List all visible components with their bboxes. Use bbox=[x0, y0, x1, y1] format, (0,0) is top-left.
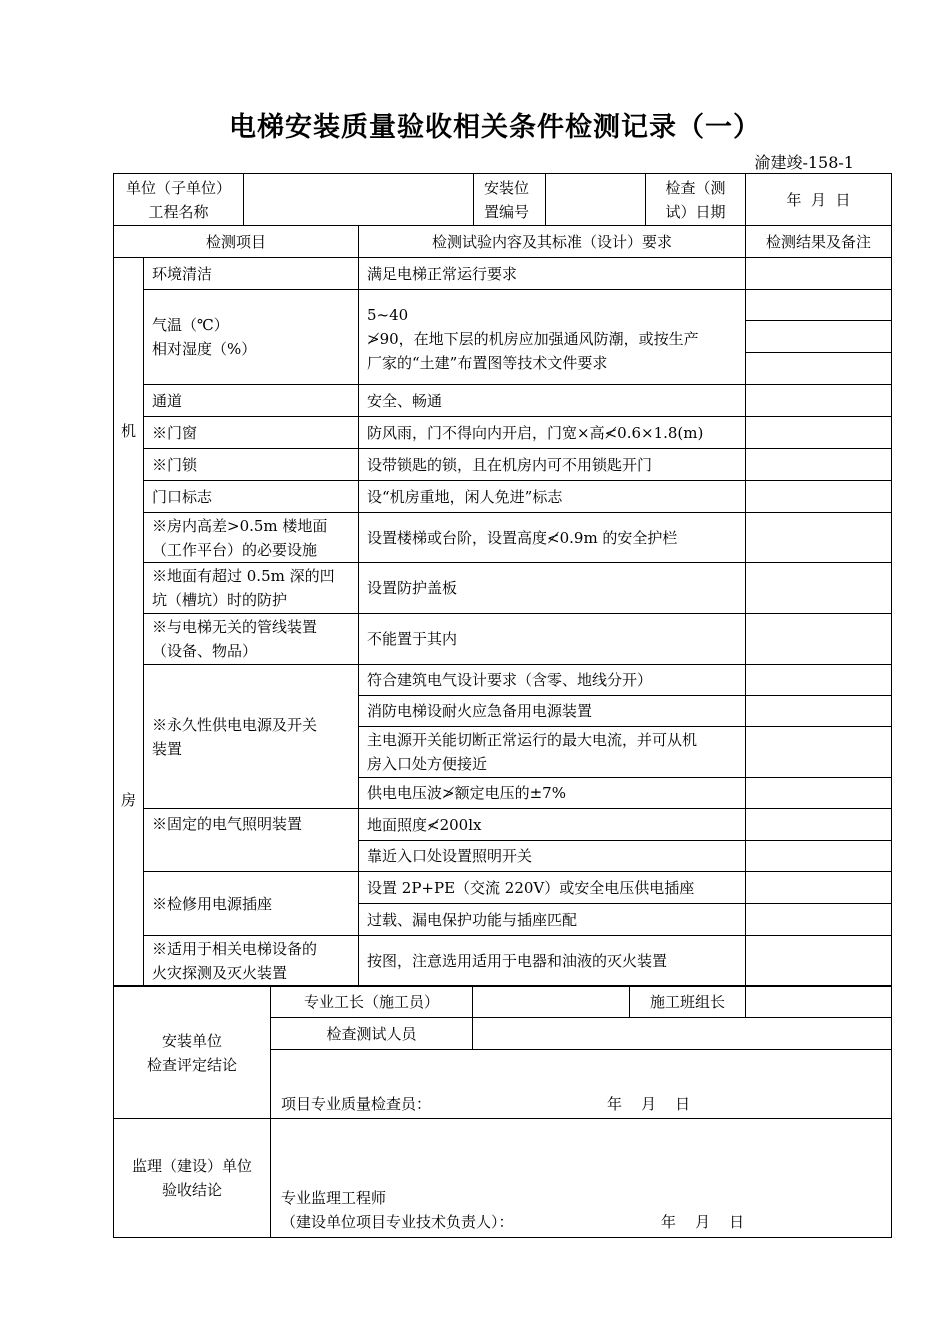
result-cell[interactable] bbox=[746, 936, 892, 986]
table-row bbox=[114, 449, 892, 481]
result-cell[interactable] bbox=[746, 841, 892, 872]
engineer-label-2: （建设单位项目专业技术负责人）： bbox=[281, 1213, 514, 1231]
result-cell[interactable] bbox=[746, 449, 892, 481]
result-cell[interactable] bbox=[746, 696, 892, 727]
column-header-row bbox=[114, 226, 892, 258]
result-cell[interactable] bbox=[746, 481, 892, 513]
signature-table bbox=[113, 986, 892, 1238]
req-height: 设置楼梯或台阶，设置高度≮0.9m 的安全护栏 bbox=[359, 513, 746, 563]
result-cell[interactable] bbox=[746, 665, 892, 696]
result-cell[interactable] bbox=[746, 417, 892, 449]
item-fire: ※适用于相关电梯设备的 火灾探测及灭火装置 bbox=[144, 936, 359, 986]
result-cell[interactable] bbox=[746, 614, 892, 665]
table-row bbox=[114, 614, 892, 665]
table-row bbox=[114, 481, 892, 513]
item-height: ※房内高差>0.5m 楼地面 （工作平台）的必要设施 bbox=[144, 513, 359, 563]
result-cell[interactable] bbox=[746, 563, 892, 614]
page-title: 电梯安装质量验收相关条件检测记录（一） bbox=[229, 112, 761, 143]
check-date-value[interactable]: 年 月 日 bbox=[746, 174, 892, 226]
foreman-signature[interactable] bbox=[473, 987, 630, 1018]
check-date-label: 检查（测 试）日期 bbox=[646, 174, 746, 226]
item-sign: 门口标志 bbox=[144, 481, 359, 513]
install-position-value[interactable] bbox=[546, 174, 646, 226]
foreman-label: 专业工长（施工员） bbox=[271, 987, 473, 1018]
item-door: ※门窗 bbox=[144, 417, 359, 449]
result-cell[interactable] bbox=[746, 258, 892, 290]
column-header-content: 检测试验内容及其标准（设计）要求 bbox=[359, 226, 746, 258]
table-row bbox=[114, 809, 892, 841]
req-power-b: 消防电梯设耐火应急备用电源装置 bbox=[359, 696, 746, 727]
tester-label: 检查测试人员 bbox=[271, 1018, 473, 1050]
req-socket-a: 设置 2P+PE（交流 220V）或安全电压供电插座 bbox=[359, 872, 746, 904]
team-leader-signature[interactable] bbox=[746, 987, 892, 1018]
install-position-label: 安装位 置编号 bbox=[474, 174, 546, 226]
inspector-date: 年 月 日 bbox=[607, 1095, 691, 1113]
item-passage: 通道 bbox=[144, 385, 359, 417]
table-row bbox=[114, 258, 892, 290]
supervisor-label: 监理（建设）单位 验收结论 bbox=[114, 1119, 271, 1238]
column-header-item: 检测项目 bbox=[114, 226, 359, 258]
req-pit: 设置防护盖板 bbox=[359, 563, 746, 614]
table-row bbox=[114, 513, 892, 563]
req-lighting-b: 靠近入口处设置照明开关 bbox=[359, 841, 746, 872]
req-temp: 5~40 ≯90，在地下层的机房应加强通风防潮，或按生产 厂家的“土建”布置图等技术文件要求 bbox=[359, 290, 746, 385]
supervisor-cell[interactable] bbox=[271, 1119, 892, 1238]
table-row bbox=[114, 872, 892, 904]
tester-signature[interactable] bbox=[473, 1018, 892, 1050]
column-header-result: 检测结果及备注 bbox=[746, 226, 892, 258]
result-cell[interactable] bbox=[746, 904, 892, 936]
item-pit: ※地面有超过 0.5m 深的凹 坑（槽坑）时的防护 bbox=[144, 563, 359, 614]
install-unit-label: 安装单位 检查评定结论 bbox=[114, 987, 271, 1119]
item-pipes: ※与电梯无关的管线装置 （设备、物品） bbox=[144, 614, 359, 665]
req-passage: 安全、畅通 bbox=[359, 385, 746, 417]
req-power-d: 供电电压波≯额定电压的±7% bbox=[359, 778, 746, 809]
result-cell[interactable] bbox=[746, 872, 892, 904]
machine-room-label: 机 房 bbox=[114, 258, 144, 986]
document-code: 渝建竣-158-1 bbox=[754, 153, 854, 172]
table-row bbox=[114, 936, 892, 986]
engineer-label: 专业监理工程师 bbox=[281, 1189, 387, 1207]
item-lighting: ※固定的电气照明装置 bbox=[144, 809, 359, 872]
result-cell[interactable] bbox=[746, 778, 892, 809]
unit-name-label: 单位（子单位） 工程名称 bbox=[114, 174, 244, 226]
result-cell[interactable] bbox=[746, 513, 892, 563]
req-pipes: 不能置于其内 bbox=[359, 614, 746, 665]
table-row bbox=[114, 417, 892, 449]
team-leader-label: 施工班组长 bbox=[630, 987, 746, 1018]
req-fire: 按图，注意选用适用于电器和油液的灭火装置 bbox=[359, 936, 746, 986]
signature-row bbox=[114, 987, 892, 1018]
item-lock: ※门锁 bbox=[144, 449, 359, 481]
result-cell[interactable] bbox=[746, 290, 892, 321]
signature-row bbox=[114, 1119, 892, 1238]
result-cell[interactable] bbox=[746, 727, 892, 778]
item-env: 环境清洁 bbox=[144, 258, 359, 290]
quality-inspector-label: 项目专业质量检查员： bbox=[281, 1095, 432, 1113]
result-cell[interactable] bbox=[746, 809, 892, 841]
req-sign: 设“机房重地，闲人免进”标志 bbox=[359, 481, 746, 513]
req-door: 防风雨，门不得向内开启，门宽×高≮0.6×1.8(m) bbox=[359, 417, 746, 449]
req-lock: 设带锁匙的锁，且在机房内可不用锁匙开门 bbox=[359, 449, 746, 481]
result-cell[interactable] bbox=[746, 321, 892, 353]
req-power-c: 主电源开关能切断正常运行的最大电流，并可从机 房入口处方便接近 bbox=[359, 727, 746, 778]
table-row bbox=[114, 385, 892, 417]
req-lighting-a: 地面照度≮200lx bbox=[359, 809, 746, 841]
result-cell[interactable] bbox=[746, 353, 892, 385]
table-row bbox=[114, 290, 892, 321]
supervisor-date: 年 月 日 bbox=[661, 1213, 745, 1231]
unit-name-value[interactable] bbox=[244, 174, 474, 226]
inspection-table bbox=[113, 173, 892, 986]
item-socket: ※检修用电源插座 bbox=[144, 872, 359, 936]
table-row bbox=[114, 665, 892, 696]
result-cell[interactable] bbox=[746, 385, 892, 417]
item-temp: 气温（℃） 相对湿度（%） bbox=[144, 290, 359, 385]
item-power: ※永久性供电电源及开关 装置 bbox=[144, 665, 359, 809]
quality-inspector-cell[interactable] bbox=[271, 1050, 892, 1119]
req-env: 满足电梯正常运行要求 bbox=[359, 258, 746, 290]
req-power-a: 符合建筑电气设计要求（含零、地线分开） bbox=[359, 665, 746, 696]
req-socket-b: 过载、漏电保护功能与插座匹配 bbox=[359, 904, 746, 936]
table-row bbox=[114, 563, 892, 614]
header-row bbox=[114, 174, 892, 226]
